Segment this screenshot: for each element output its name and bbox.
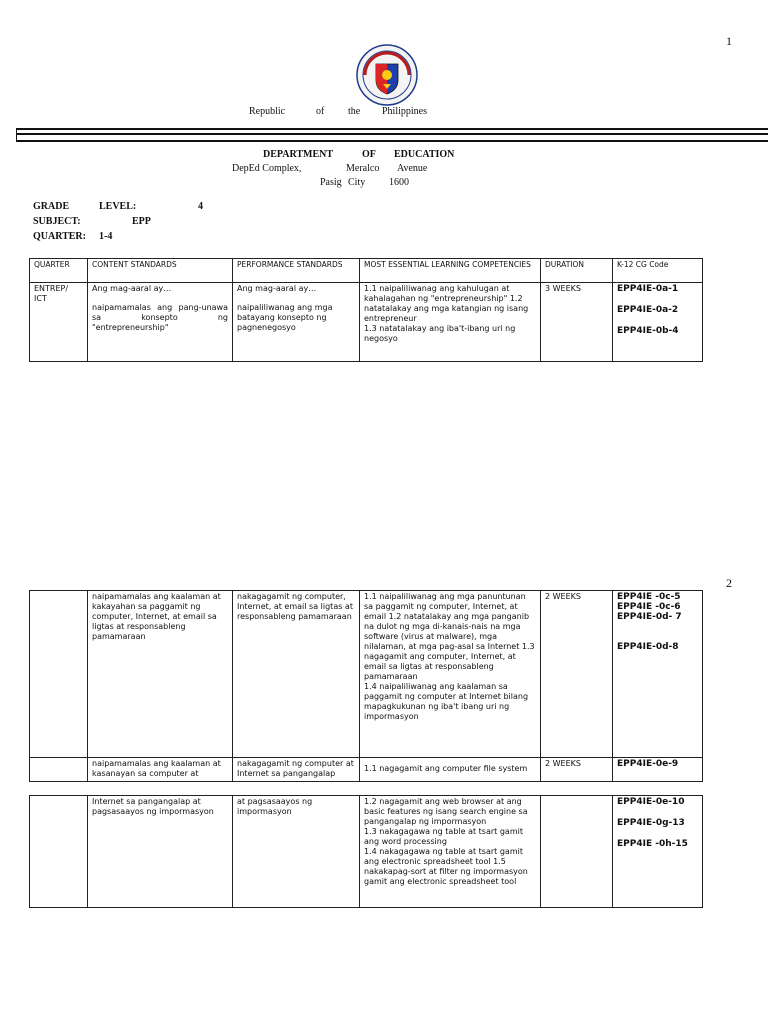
- cell-performance-standards: nakagagamit ng computer, Internet, at email sa ligtas at responsableng pamamaraan: [233, 591, 360, 758]
- cg-code: EPP4IE-0d-8: [617, 642, 679, 652]
- cell-codes: [613, 796, 703, 908]
- cell-performance-standards: nakagagamit ng computer at Internet sa pangangalap: [233, 758, 360, 782]
- header-competencies: MOST ESSENTIAL LEARNING COMPETENCIES: [360, 259, 541, 283]
- dept-word-2: OF: [362, 149, 376, 160]
- republic-word-4: Philippines: [382, 106, 428, 117]
- republic-word-1: Republic: [249, 106, 286, 117]
- cg-code: EPP4IE-0g-13: [617, 818, 685, 828]
- cg-code: EPP4IE-0d- 7: [617, 612, 682, 622]
- city-part-3: 1600: [389, 177, 409, 188]
- page-number: 1: [726, 34, 732, 48]
- performance-intro: Ang mag-aaral ay…: [237, 284, 317, 293]
- cell-duration: [541, 796, 613, 908]
- page-number: 2: [726, 576, 732, 590]
- city-part-1: Pasig: [320, 177, 342, 188]
- header-content-standards: CONTENT STANDARDS: [88, 259, 233, 283]
- cell-content-standards: Internet sa pangangalap at pagsasaayos ng impormasyon: [88, 796, 233, 908]
- cell-codes: [613, 758, 703, 782]
- table-header-row: [30, 259, 703, 283]
- cell-codes: [613, 283, 703, 362]
- header-quarter: QUARTER: [30, 259, 88, 283]
- cg-code: EPP4IE-0a-1: [617, 284, 679, 294]
- cell-performance-standards: at pagsasaayos ng impormasyon: [233, 796, 360, 908]
- subject-label: SUBJECT:: [33, 216, 81, 227]
- cell-competencies: 1.1 naipaliliwanag ang mga panuntunan sa paggamit ng computer, Internet, at email 1.2 natatalakay ang mga panganib na dulot ng mga di-kanais-nais na mga software (virus at malware), mga nilalaman, at mga pag-asal sa Internet 1.3 nagagamit ang computer, Internet, at email sa ligtas at responsableng pamamaraan 1.4 naipaliliwanag ang kaalaman sa paggamit ng computer at Internet bilang mapagkukunan ng iba't ibang uri ng impormasyon: [360, 591, 541, 758]
- dept-word-1: DEPARTMENT: [263, 149, 334, 160]
- table-row: [30, 758, 703, 782]
- quarter-value: 1-4: [99, 231, 113, 242]
- cg-code: EPP4IE -0c-6: [617, 602, 681, 612]
- cell-quarter: ENTREP/ ICT: [30, 283, 88, 362]
- grade-label: GRADE: [33, 201, 70, 212]
- curriculum-table-page2-continued: [29, 795, 703, 908]
- cg-code: EPP4IE-0a-2: [617, 305, 679, 315]
- cell-quarter: [30, 591, 88, 758]
- address-part-3: Avenue: [397, 163, 428, 174]
- header-cg-code: K-12 CG Code: [613, 259, 703, 283]
- cg-code: EPP4IE-0e-10: [617, 797, 685, 807]
- table-row: [30, 591, 703, 758]
- cell-duration: 2 WEEKS: [541, 758, 613, 782]
- deped-seal-logo: [356, 44, 418, 106]
- quarter-label: QUARTER:: [33, 231, 86, 242]
- cell-content-standards: naipamamalas ang kaalaman at kasanayan sa computer at: [88, 758, 233, 782]
- republic-word-2: of: [316, 106, 325, 117]
- content-intro: Ang mag-aaral ay…: [92, 284, 172, 293]
- republic-word-3: the: [348, 106, 361, 117]
- level-value: 4: [198, 201, 203, 212]
- header-double-rule: [16, 128, 768, 142]
- cell-quarter: [30, 796, 88, 908]
- cg-code: EPP4IE-0e-9: [617, 759, 679, 769]
- level-label: LEVEL:: [99, 201, 137, 212]
- address-part-2: Meralco: [346, 163, 380, 174]
- header-performance-standards: PERFORMANCE STANDARDS: [233, 259, 360, 283]
- header-duration: DURATION: [541, 259, 613, 283]
- cell-quarter: [30, 758, 88, 782]
- dept-word-3: EDUCATION: [394, 149, 455, 160]
- cell-competencies: 1.1 nagagamit ang computer file system: [360, 758, 541, 782]
- table-row: [30, 283, 703, 362]
- cg-code: EPP4IE -0h-15: [617, 839, 688, 849]
- address-part-1: DepEd Complex,: [232, 163, 302, 174]
- subject-value: EPP: [132, 216, 151, 227]
- cell-duration: 3 WEEKS: [541, 283, 613, 362]
- cell-competencies: 1.2 nagagamit ang web browser at ang basic features ng isang search engine sa pangangalap ng impormasyon 1.3 nakagagawa ng table at tsart gamit ang word processing 1.4 nakagagawa ng table at tsart gamit ang electronic spreadsheet tool 1.5 nakakapag-sort at filter ng impormasyon gamit ang electronic spreadsheet tool: [360, 796, 541, 908]
- cg-code: EPP4IE -0c-5: [617, 592, 681, 602]
- cell-performance-standards: [233, 283, 360, 362]
- table-row: [30, 796, 703, 908]
- cell-content-standards: [88, 283, 233, 362]
- curriculum-table-page1: [29, 258, 703, 362]
- content-text: naipamamalas ang pang-unawa sa konsepto ng "entrepreneurship": [92, 303, 228, 332]
- city-part-2: City: [348, 177, 366, 188]
- cell-codes: [613, 591, 703, 758]
- cell-competencies: 1.1 naipaliliwanag ang kahulugan at kahalagahan ng "entrepreneurship" 1.2 natatalakay ang mga katangian ng isang entrepreneur 1.3 natatalakay ang iba't-ibang uri ng negosyo: [360, 283, 541, 362]
- curriculum-table-page2: [29, 590, 703, 782]
- performance-text: naipaliliwanag ang mga batayang konsepto ng pagnenegosyo: [237, 303, 333, 332]
- cg-code: EPP4IE-0b-4: [617, 326, 679, 336]
- cell-content-standards: naipamamalas ang kaalaman at kakayahan sa paggamit ng computer, Internet, at email sa ligtas at responsableng pamamaraan: [88, 591, 233, 758]
- cell-duration: 2 WEEKS: [541, 591, 613, 758]
